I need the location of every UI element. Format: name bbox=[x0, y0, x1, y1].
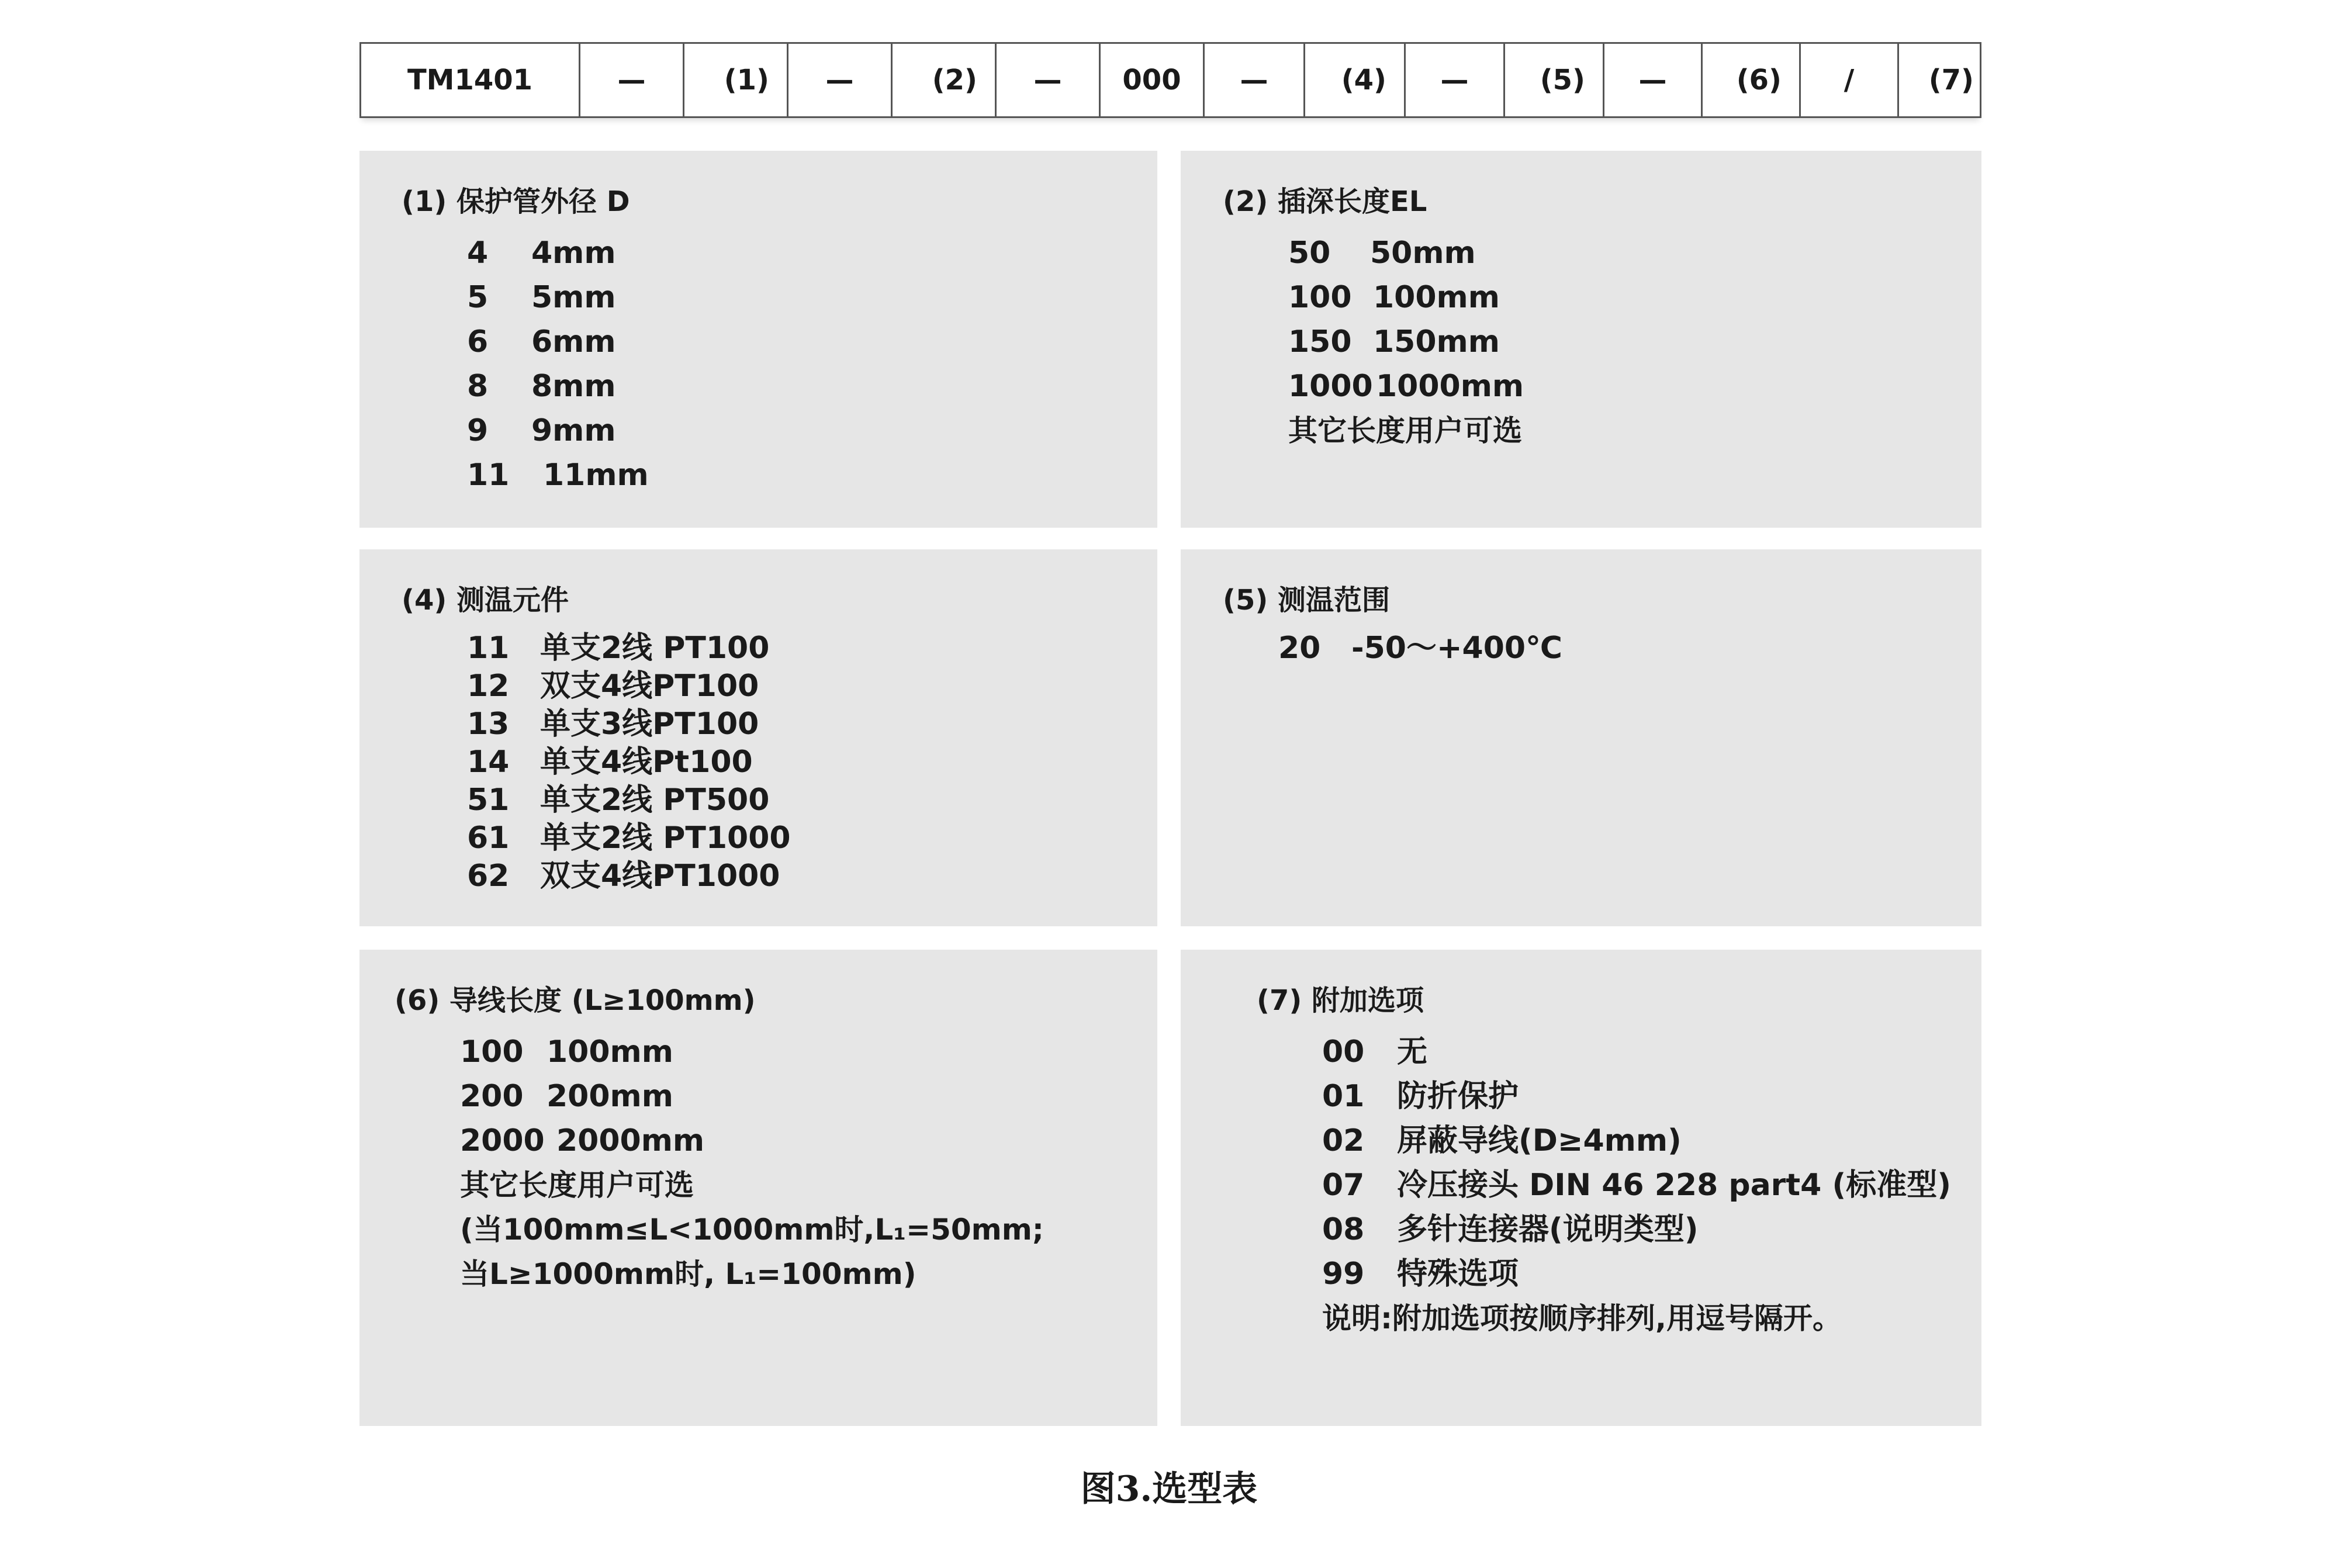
item-value: 9mm bbox=[531, 413, 616, 448]
item-value: 防折保护 bbox=[1397, 1079, 1519, 1114]
list-item bbox=[467, 364, 1157, 409]
item-value: 8mm bbox=[531, 369, 616, 404]
list-item bbox=[467, 409, 1157, 453]
panel-title: (5) 测温范围 bbox=[1223, 584, 1390, 617]
item-code: 50 bbox=[1288, 236, 1331, 271]
item-code: 20 bbox=[1278, 631, 1321, 666]
item-value: 单支2线 PT500 bbox=[540, 783, 770, 818]
list-item bbox=[467, 231, 1157, 275]
item-code: 8 bbox=[467, 369, 489, 404]
item-code: 11 bbox=[467, 458, 510, 493]
code-cell-slash: / bbox=[1801, 44, 1899, 116]
item-value: 200mm bbox=[547, 1079, 673, 1114]
code-cell-dash: — bbox=[1406, 44, 1505, 116]
item-value: 双支4线PT1000 bbox=[540, 859, 780, 894]
item-value: 冷压接头 DIN 46 228 part4 (标准型) bbox=[1397, 1168, 1951, 1203]
item-value: 100mm bbox=[547, 1034, 673, 1069]
item-value: 特殊选项 bbox=[1397, 1257, 1519, 1292]
item-code: 14 bbox=[467, 745, 510, 780]
panel-additional-options bbox=[1181, 950, 1981, 1426]
code-cell-option-4: (4) bbox=[1305, 44, 1406, 116]
list-item bbox=[1322, 1074, 1981, 1119]
item-value: 多针连接器(说明类型) bbox=[1397, 1212, 1699, 1247]
panel-note: 说明:附加选项按顺序排列,用逗号隔开。 bbox=[1322, 1302, 1842, 1335]
item-code: 200 bbox=[460, 1079, 524, 1114]
panel-note: 其它长度用户可选 bbox=[1288, 414, 1522, 448]
item-code: 12 bbox=[467, 669, 510, 704]
item-value: 4mm bbox=[531, 236, 616, 271]
item-value: 6mm bbox=[531, 324, 616, 359]
panel-note: 其它长度用户可选 bbox=[460, 1168, 694, 1202]
code-cell-option-7: (7) bbox=[1928, 64, 1974, 96]
item-value: 无 bbox=[1397, 1034, 1428, 1069]
code-cell-option-6: (6) bbox=[1703, 44, 1801, 116]
item-value: 单支4线Pt100 bbox=[540, 745, 753, 780]
item-value: 单支2线 PT1000 bbox=[540, 821, 791, 856]
item-code: 6 bbox=[467, 324, 489, 359]
list-item bbox=[467, 781, 1157, 819]
item-value: 150mm bbox=[1373, 324, 1500, 359]
panel-title: (1) 保护管外径 D bbox=[402, 185, 630, 218]
panel-title: (4) 测温元件 bbox=[402, 584, 569, 617]
item-value: 2000mm bbox=[556, 1123, 705, 1158]
panel-lead-length bbox=[359, 950, 1157, 1426]
panel-title: (6) 导线长度 (L≥100mm) bbox=[395, 984, 756, 1017]
list-item bbox=[1288, 364, 1981, 409]
item-code: 9 bbox=[467, 413, 489, 448]
code-cell-dash: — bbox=[1604, 44, 1703, 116]
list-item bbox=[1322, 1163, 1981, 1207]
item-value: 5mm bbox=[531, 280, 616, 315]
list-item bbox=[460, 1119, 1157, 1163]
list-item bbox=[467, 629, 1157, 667]
list-item bbox=[1322, 1119, 1981, 1163]
code-cell-option-1: (1) bbox=[684, 44, 788, 116]
item-value: 50mm bbox=[1370, 236, 1476, 271]
list-item bbox=[1322, 1030, 1981, 1074]
panel-measuring-range bbox=[1181, 549, 1981, 926]
item-code: 61 bbox=[467, 821, 510, 856]
item-value: 单支2线 PT100 bbox=[540, 631, 770, 666]
list-item bbox=[1322, 1207, 1981, 1252]
model-code-strip bbox=[359, 42, 1981, 118]
list-item bbox=[467, 857, 1157, 895]
item-code: 13 bbox=[467, 707, 510, 742]
list-item bbox=[467, 819, 1157, 857]
item-code: 5 bbox=[467, 280, 489, 315]
code-cell-dash: — bbox=[997, 44, 1101, 116]
list-item bbox=[467, 667, 1157, 705]
item-code: 01 bbox=[1322, 1079, 1365, 1114]
item-code: 2000 bbox=[460, 1123, 545, 1158]
item-value: 单支3线PT100 bbox=[540, 707, 759, 742]
code-cell-option-2: (2) bbox=[893, 44, 997, 116]
code-cell-option-5: (5) bbox=[1505, 44, 1604, 116]
list-item bbox=[1288, 320, 1981, 364]
list-item bbox=[467, 320, 1157, 364]
item-code: 99 bbox=[1322, 1257, 1365, 1292]
item-code: 02 bbox=[1322, 1123, 1365, 1158]
code-cell-dash: — bbox=[1205, 44, 1305, 116]
panel-title: (2) 插深长度EL bbox=[1223, 185, 1427, 218]
item-value: -50～+400℃ bbox=[1351, 631, 1563, 666]
code-cell-dash: — bbox=[580, 44, 684, 116]
list-item bbox=[460, 1030, 1157, 1074]
item-code: 1000 bbox=[1288, 369, 1373, 404]
item-code: 11 bbox=[467, 631, 510, 666]
item-value: 双支4线PT100 bbox=[540, 669, 759, 704]
code-cell-fixed-000: 000 bbox=[1101, 44, 1205, 116]
panel-note: 当L≥1000mm时, L₁=100mm) bbox=[460, 1257, 916, 1291]
list-item bbox=[467, 743, 1157, 781]
item-value: 11mm bbox=[543, 458, 649, 493]
item-code: 00 bbox=[1322, 1034, 1365, 1069]
panel-insertion-length bbox=[1181, 151, 1981, 528]
item-code: 62 bbox=[467, 859, 510, 894]
item-code: 150 bbox=[1288, 324, 1352, 359]
item-code: 100 bbox=[1288, 280, 1352, 315]
list-item bbox=[467, 275, 1157, 320]
figure-caption: 图3.选型表 bbox=[1080, 1469, 1258, 1510]
list-item bbox=[1278, 629, 1981, 667]
item-value: 1000mm bbox=[1376, 369, 1524, 404]
item-code: 4 bbox=[467, 236, 489, 271]
list-item bbox=[460, 1074, 1157, 1119]
list-item bbox=[1322, 1252, 1981, 1296]
list-item bbox=[467, 705, 1157, 743]
panel-sensing-element bbox=[359, 549, 1157, 926]
item-value: 100mm bbox=[1373, 280, 1500, 315]
list-item bbox=[1288, 275, 1981, 320]
item-code: 07 bbox=[1322, 1168, 1365, 1203]
panel-note: (当100mm≤L<1000mm时,L₁=50mm; bbox=[460, 1213, 1044, 1247]
code-cell-dash: — bbox=[788, 44, 893, 116]
item-code: 08 bbox=[1322, 1212, 1365, 1247]
item-value: 屏蔽导线(D≥4mm) bbox=[1397, 1123, 1682, 1158]
code-cell-model: TM1401 bbox=[361, 44, 580, 116]
panel-outer-diameter bbox=[359, 151, 1157, 528]
panel-title: (7) 附加选项 bbox=[1257, 984, 1424, 1017]
item-code: 100 bbox=[460, 1034, 524, 1069]
list-item bbox=[1288, 231, 1981, 275]
item-code: 51 bbox=[467, 783, 510, 818]
list-item bbox=[467, 453, 1157, 497]
